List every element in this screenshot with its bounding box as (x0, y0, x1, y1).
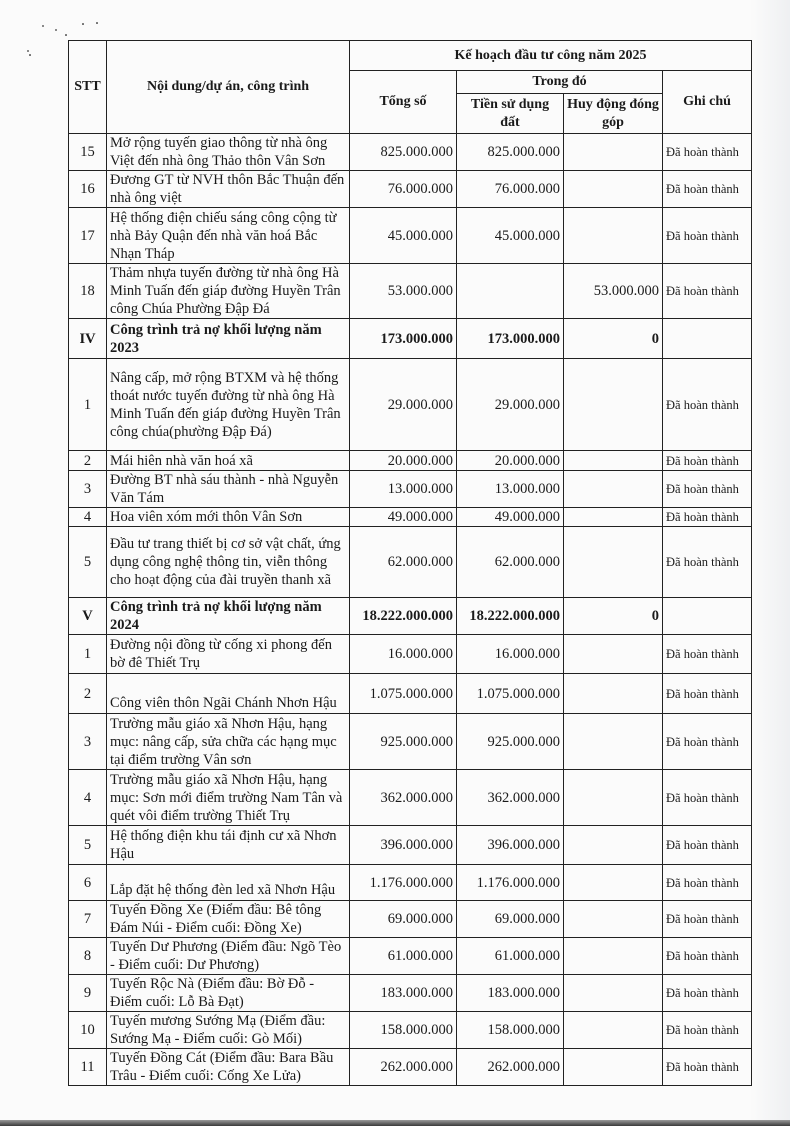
row-total: 61.000.000 (350, 938, 457, 975)
row-note: Đã hoàn thành (663, 975, 752, 1012)
row-name: Nâng cấp, mở rộng BTXM và hệ thống thoát nước tuyến đường từ nhà ông Hà Minh Tuấn đến giáp đường Huyền Trân công chúa(phường Đập Đá) (107, 359, 350, 451)
row-total: 45.000.000 (350, 208, 457, 264)
row-note: Đã hoàn thành (663, 264, 752, 319)
row-name: Trường mẫu giáo xã Nhơn Hậu, hạng mục: Sơn mới điểm trường Nam Tân và quét vôi điểm trường Thiết Trụ (107, 770, 350, 826)
row-land-use-fee: 1.075.000.000 (457, 674, 564, 714)
row-land-use-fee: 76.000.000 (457, 171, 564, 208)
header-total: Tổng số (350, 71, 457, 134)
row-land-use-fee: 825.000.000 (457, 134, 564, 171)
table-row (69, 938, 752, 975)
table-row (69, 1049, 752, 1086)
scan-speck (55, 29, 57, 31)
row-contribution (564, 826, 663, 865)
row-contribution (564, 208, 663, 264)
table-row (69, 471, 752, 508)
row-stt: 1 (69, 635, 107, 674)
row-note: Đã hoàn thành (663, 208, 752, 264)
row-contribution (564, 938, 663, 975)
row-stt: 9 (69, 975, 107, 1012)
row-name: Tuyến Đồng Xe (Điểm đầu: Bê tông Đám Núi - Điểm cuối: Đồng Xe) (107, 901, 350, 938)
row-note: Đã hoàn thành (663, 770, 752, 826)
row-contribution (564, 171, 663, 208)
table-row (69, 508, 752, 527)
row-total: 18.222.000.000 (350, 598, 457, 635)
row-name: Công trình trả nợ khối lượng năm 2024 (107, 598, 350, 635)
scan-speck (27, 50, 29, 52)
row-note: Đã hoàn thành (663, 714, 752, 770)
row-note (663, 319, 752, 359)
table-row (69, 674, 752, 714)
row-contribution (564, 674, 663, 714)
row-contribution (564, 508, 663, 527)
row-name: Hệ thống điện chiếu sáng công cộng từ nhà Bảy Quận đến nhà văn hoá Bắc Nhạn Tháp (107, 208, 350, 264)
row-note: Đã hoàn thành (663, 635, 752, 674)
row-land-use-fee: 45.000.000 (457, 208, 564, 264)
row-land-use-fee: 183.000.000 (457, 975, 564, 1012)
row-contribution: 53.000.000 (564, 264, 663, 319)
row-contribution (564, 714, 663, 770)
table-row (69, 264, 752, 319)
row-total: 29.000.000 (350, 359, 457, 451)
row-contribution (564, 1012, 663, 1049)
row-stt: 6 (69, 865, 107, 901)
row-stt: 2 (69, 674, 107, 714)
scan-speck (82, 23, 84, 25)
row-total: 53.000.000 (350, 264, 457, 319)
table-row (69, 714, 752, 770)
table-row (69, 451, 752, 471)
row-stt: 3 (69, 471, 107, 508)
row-stt: V (69, 598, 107, 635)
row-land-use-fee: 173.000.000 (457, 319, 564, 359)
table-header (69, 41, 752, 134)
scan-speck (42, 25, 44, 27)
row-land-use-fee: 158.000.000 (457, 1012, 564, 1049)
table-body (69, 134, 752, 1086)
row-land-use-fee: 69.000.000 (457, 901, 564, 938)
scan-speck (96, 22, 98, 24)
row-stt: 5 (69, 826, 107, 865)
row-contribution (564, 635, 663, 674)
row-contribution (564, 770, 663, 826)
table-row (69, 527, 752, 598)
row-total: 362.000.000 (350, 770, 457, 826)
row-note: Đã hoàn thành (663, 1049, 752, 1086)
table-row (69, 208, 752, 264)
row-contribution (564, 975, 663, 1012)
header-contribution: Huy động đóng góp (564, 94, 663, 134)
row-total: 825.000.000 (350, 134, 457, 171)
row-total: 49.000.000 (350, 508, 457, 527)
table-row (69, 134, 752, 171)
row-total: 16.000.000 (350, 635, 457, 674)
table-row (69, 975, 752, 1012)
row-stt: 1 (69, 359, 107, 451)
row-total: 69.000.000 (350, 901, 457, 938)
row-stt: 10 (69, 1012, 107, 1049)
row-contribution (564, 901, 663, 938)
row-note: Đã hoàn thành (663, 826, 752, 865)
row-land-use-fee: 29.000.000 (457, 359, 564, 451)
row-land-use-fee: 262.000.000 (457, 1049, 564, 1086)
row-name: Tuyến Đồng Cát (Điểm đầu: Bara Bầu Trâu - Điểm cuối: Cống Xe Lửa) (107, 1049, 350, 1086)
row-note: Đã hoàn thành (663, 508, 752, 527)
row-land-use-fee: 362.000.000 (457, 770, 564, 826)
table-row (69, 901, 752, 938)
table-row (69, 770, 752, 826)
row-name: Thảm nhựa tuyến đường từ nhà ông Hà Minh Tuấn đến giáp đường Huyền Trân công Chúa Phường Đập Đá (107, 264, 350, 319)
row-contribution (564, 134, 663, 171)
row-stt: 4 (69, 770, 107, 826)
row-note: Đã hoàn thành (663, 527, 752, 598)
row-stt: IV (69, 319, 107, 359)
scan-speck (65, 34, 67, 36)
row-stt: 2 (69, 451, 107, 471)
row-contribution (564, 527, 663, 598)
row-stt: 7 (69, 901, 107, 938)
row-name: Đường BT nhà sáu thành - nhà Nguyễn Văn Tám (107, 471, 350, 508)
row-total: 396.000.000 (350, 826, 457, 865)
row-name: Công viên thôn Ngãi Chánh Nhơn Hậu (107, 674, 350, 714)
row-stt: 11 (69, 1049, 107, 1086)
section-row (69, 319, 752, 359)
table-row (69, 826, 752, 865)
row-name: Đầu tư trang thiết bị cơ sở vật chất, ứng dụng công nghệ thông tin, viễn thông cho hoạt động của đài truyền thanh xã (107, 527, 350, 598)
row-total: 925.000.000 (350, 714, 457, 770)
row-stt: 8 (69, 938, 107, 975)
header-of-which: Trong đó (457, 71, 663, 94)
row-contribution (564, 865, 663, 901)
row-name: Đường nội đồng từ cống xi phong đến bờ đê Thiết Trụ (107, 635, 350, 674)
row-name: Đương GT từ NVH thôn Bắc Thuận đến nhà ông việt (107, 171, 350, 208)
row-note: Đã hoàn thành (663, 901, 752, 938)
row-total: 158.000.000 (350, 1012, 457, 1049)
row-land-use-fee: 62.000.000 (457, 527, 564, 598)
header-content: Nội dung/dự án, công trình (107, 41, 350, 134)
row-name: Hoa viên xóm mới thôn Vân Sơn (107, 508, 350, 527)
row-total: 1.176.000.000 (350, 865, 457, 901)
header-plan-group: Kế hoạch đầu tư công năm 2025 (350, 41, 752, 71)
row-name: Hệ thống điện khu tái định cư xã Nhơn Hậu (107, 826, 350, 865)
row-name: Tuyến Dư Phương (Điểm đầu: Ngõ Tèo - Điểm cuối: Dư Phương) (107, 938, 350, 975)
row-land-use-fee: 16.000.000 (457, 635, 564, 674)
row-stt: 15 (69, 134, 107, 171)
row-name: Mở rộng tuyến giao thông từ nhà ông Việt đến nhà ông Thảo thôn Vân Sơn (107, 134, 350, 171)
row-land-use-fee: 49.000.000 (457, 508, 564, 527)
row-land-use-fee: 1.176.000.000 (457, 865, 564, 901)
row-note: Đã hoàn thành (663, 938, 752, 975)
row-stt: 16 (69, 171, 107, 208)
row-note: Đã hoàn thành (663, 674, 752, 714)
row-name: Mái hiên nhà văn hoá xã (107, 451, 350, 471)
row-contribution (564, 1049, 663, 1086)
row-contribution (564, 451, 663, 471)
row-land-use-fee: 18.222.000.000 (457, 598, 564, 635)
row-total: 1.075.000.000 (350, 674, 457, 714)
row-note: Đã hoàn thành (663, 1012, 752, 1049)
row-note: Đã hoàn thành (663, 171, 752, 208)
row-note: Đã hoàn thành (663, 359, 752, 451)
row-total: 183.000.000 (350, 975, 457, 1012)
row-name: Công trình trả nợ khối lượng năm 2023 (107, 319, 350, 359)
row-stt: 3 (69, 714, 107, 770)
row-note (663, 598, 752, 635)
row-land-use-fee: 61.000.000 (457, 938, 564, 975)
row-stt: 5 (69, 527, 107, 598)
row-stt: 17 (69, 208, 107, 264)
header-stt: STT (69, 41, 107, 134)
row-note: Đã hoàn thành (663, 471, 752, 508)
table-row (69, 359, 752, 451)
row-note: Đã hoàn thành (663, 134, 752, 171)
investment-plan-table (68, 40, 752, 1086)
scan-speck (29, 54, 31, 56)
row-total: 20.000.000 (350, 451, 457, 471)
row-contribution: 0 (564, 598, 663, 635)
row-name: Lắp đặt hệ thống đèn led xã Nhơn Hậu (107, 865, 350, 901)
row-land-use-fee: 925.000.000 (457, 714, 564, 770)
scan-bottom-edge (0, 1120, 790, 1126)
row-contribution (564, 359, 663, 451)
row-name: Tuyến mương Sướng Mạ (Điểm đầu: Sướng Mạ - Điểm cuối: Gò Mối) (107, 1012, 350, 1049)
header-note: Ghi chú (663, 71, 752, 134)
row-total: 13.000.000 (350, 471, 457, 508)
row-contribution: 0 (564, 319, 663, 359)
row-land-use-fee: 20.000.000 (457, 451, 564, 471)
section-row (69, 598, 752, 635)
row-note: Đã hoàn thành (663, 865, 752, 901)
row-land-use-fee (457, 264, 564, 319)
row-land-use-fee: 13.000.000 (457, 471, 564, 508)
row-total: 62.000.000 (350, 527, 457, 598)
row-note: Đã hoàn thành (663, 451, 752, 471)
table-row (69, 635, 752, 674)
scan-shadow (750, 0, 790, 1126)
table-row (69, 1012, 752, 1049)
table-row (69, 171, 752, 208)
row-stt: 18 (69, 264, 107, 319)
row-total: 76.000.000 (350, 171, 457, 208)
table-row (69, 865, 752, 901)
row-contribution (564, 471, 663, 508)
header-land-use-fee: Tiền sử dụng đất (457, 94, 564, 134)
row-name: Tuyến Rộc Nà (Điểm đầu: Bờ Đỗ - Điểm cuối: Lỗ Bà Đạt) (107, 975, 350, 1012)
row-total: 262.000.000 (350, 1049, 457, 1086)
row-land-use-fee: 396.000.000 (457, 826, 564, 865)
row-total: 173.000.000 (350, 319, 457, 359)
row-stt: 4 (69, 508, 107, 527)
row-name: Trường mẫu giáo xã Nhơn Hậu, hạng mục: nâng cấp, sửa chữa các hạng mục tại điểm trường Vân sơn (107, 714, 350, 770)
